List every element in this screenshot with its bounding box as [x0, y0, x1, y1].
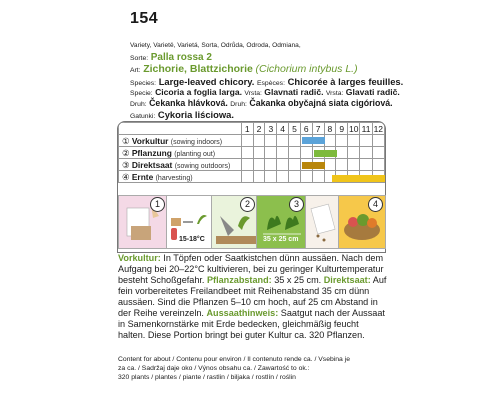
step-3-badge: 3 [289, 197, 304, 212]
vorkultur-label: Vorkultur: [118, 253, 161, 263]
calendar-row-direktsaat: ③ Direktsaat (sowing outdoors) [119, 159, 385, 171]
pflanzabstand-label: Pflanzabstand: [206, 275, 272, 285]
sorte-label: Sorte: [130, 55, 149, 62]
species-line-2: Specie: Cicoria a foglia larga. Vrsta: Glavnati radič. Vrsta: Glavati radič. [130, 87, 400, 97]
month-1: 1 [241, 123, 253, 135]
vorkultur-text: In Töpfen oder Saatkistchen dünn aussäen. Nach dem Aufgang bei 20–22°C kultivieren, bei zu geringer Kulturtemperatur besteht Schoßgefahr. [118, 253, 384, 285]
seed-packet-icon [306, 196, 339, 248]
calendar-table [118, 122, 385, 183]
packet-number: 154 [130, 10, 159, 27]
calendar-row-pflanzung: ② Pflanzung (planting out) [119, 147, 385, 159]
month-6: 6 [300, 123, 312, 135]
illus-seed-packet [305, 195, 340, 249]
direktsaat-text: Auf fein vorbereitetes Freilandbeet mit Reihenabstand 35 cm dünn aussäen. Sind die Pflanzen 5–10 cm hoch, auf 25 cm Abstand in der Reihe vereinzeln. [118, 275, 387, 318]
calendar-row-vorkultur: ① Vorkultur (sowing indoors) [119, 135, 385, 147]
month-2: 2 [253, 123, 265, 135]
month-9: 9 [336, 123, 348, 135]
aussaat-text: Saatgut nach der Aussaat in Samenkornstärke mit Erde bedecken, gleichmäßig feucht halten. Diese Portion bringt bei guter Kultur ca. 320 Pflanzen. [118, 308, 385, 340]
art-row [130, 63, 358, 76]
calendar-bar-ernte [332, 175, 385, 182]
species-line-4: Gatunki: Cykoria liściowa. [130, 109, 234, 120]
step-2-badge: 2 [240, 197, 255, 212]
content-footer [118, 355, 350, 382]
art-latin: (Cichorium intybus L.) [255, 63, 358, 75]
illus-planting [211, 195, 258, 249]
month-12: 12 [373, 123, 384, 134]
illus-germination [166, 195, 213, 249]
calendar-header-row [119, 123, 385, 135]
spacing-label: 35 x 25 cm [263, 236, 299, 243]
footer-line-1: Content for about / Contenu pour environ / Il contenuto rende ca. / Vsebina je [118, 356, 351, 363]
calendar-row-ernte: ④ Ernte (harvesting) [119, 171, 385, 183]
species-line-1: Species: Large-leaved chicory. Espèces: Chicorée à larges feuilles. [130, 76, 404, 87]
illus-spacing [256, 195, 307, 249]
month-10: 10 [349, 123, 359, 134]
art-name: Zichorie, Blattzichorie [143, 63, 253, 75]
cultivation-instructions [118, 253, 388, 341]
aussaat-label: Aussaathinweis: [206, 308, 279, 318]
month-8: 8 [324, 123, 336, 135]
footer-line-3: 320 plants / plantes / piante / rastlin / biljaka / rostlín / roślin [118, 374, 296, 381]
month-4: 4 [277, 123, 289, 135]
illus-sowing-pot [118, 195, 168, 249]
month-3: 3 [265, 123, 277, 135]
step-4-badge: 4 [368, 197, 383, 212]
art-label: Art: [130, 67, 141, 74]
month-11: 11 [361, 123, 371, 134]
calendar-bar-vorkultur [302, 137, 325, 144]
calendar-bar-direktsaat [302, 162, 325, 169]
variety-label: Variety, Varietě, Varietá, Sorta, Odrůda, Odroda, Odmiana, [130, 42, 301, 49]
illus-harvest [338, 195, 386, 249]
footer-line-2: za ca. / Sadržaj daje oko / Výnos obsahu ca. / Zawartość to ok.: [118, 365, 310, 372]
month-5: 5 [289, 123, 301, 135]
temperature-label: 15-18°C [179, 236, 205, 243]
variety-name: Palla rossa 2 [150, 52, 212, 63]
calendar-bar-pflanzung [314, 150, 337, 157]
pflanzabstand-text: 35 x 25 cm. [271, 275, 324, 285]
direktsaat-label: Direktsaat: [323, 275, 371, 285]
month-7: 7 [312, 123, 324, 135]
species-line-3: Druh: Čekanka hlávková. Druh: Čakanka obyčajná siata cigóriová. [130, 98, 393, 108]
step-1-badge: 1 [150, 197, 165, 212]
